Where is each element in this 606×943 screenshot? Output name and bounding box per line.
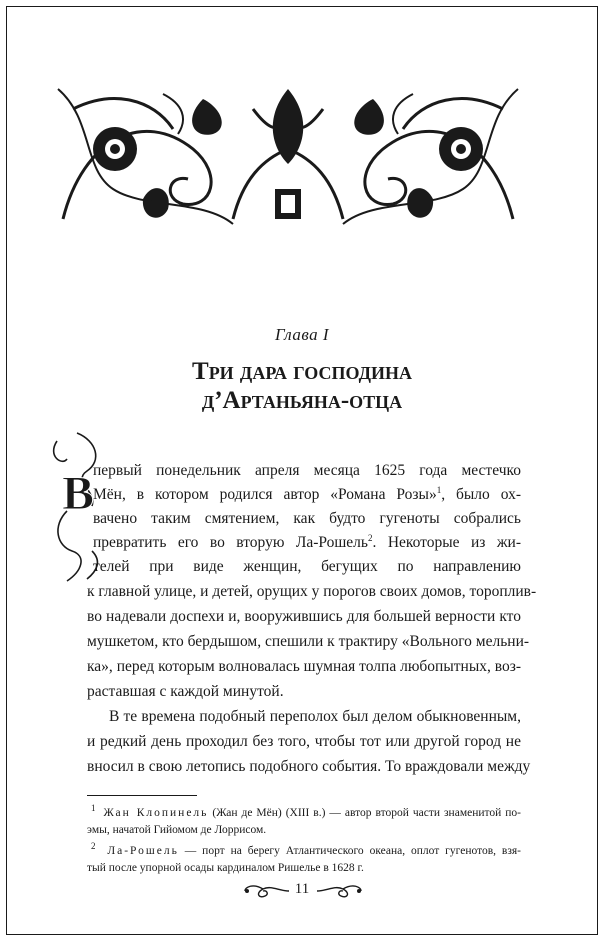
body-line-8: мушкетом, кто бердышом, спешили к трактиру «Вольного мельни- (87, 633, 530, 650)
body-line-3: вачено таким смятением, как будто гугеноты собрались (93, 510, 521, 527)
page-number-right-flourish-icon (315, 881, 365, 901)
body-line-5: телей при виде женщин, бегущих по направлению (93, 558, 521, 575)
body-line-9: ка», перед которым волновалась шумная толпа любопытных, воз- (87, 658, 521, 675)
book-page (6, 6, 598, 935)
page-number: 11 (294, 881, 310, 897)
body-line-12: и редкий день проходил без того, чтобы тот или другой город не (87, 733, 521, 750)
footnote-divider (87, 795, 197, 796)
footnote-2-line-1: $^2$ Ла-Рошель — порт на берегу Атлантического океана, оплот гугенотов, взя- (91, 841, 521, 857)
body-line-4: превратить его во вторую Ла-Рошель$^2$. Некоторые из жи- (93, 532, 522, 551)
body-line-6: к главной улице, и детей, орущих у порогов своих домов, тороплив- (87, 583, 537, 600)
headpiece-ornament (53, 79, 523, 231)
body-line-13: вносил в свою летопись подобного события. То враждовали между (87, 758, 531, 775)
footnote-1-line-1: $^1$ Жан Клопинель (Жан де Мён) (XIII в.) — автор второй части знаменитой по- (91, 803, 521, 819)
body-line-11: В те времена подобный переполох был делом обыкновенным, (109, 708, 521, 725)
chapter-label: Глава I (274, 325, 330, 344)
dropcap-letter: В (61, 467, 95, 520)
chapter-title-line-1: Три дара господина (192, 358, 412, 385)
body-line-1: первый понедельник апреля месяца 1625 года местечко (93, 462, 521, 479)
chapter-title (7, 357, 597, 415)
footnote-2-line-2: тый после упорной осады кардиналом Ришелье в 1628 г. (87, 862, 364, 874)
body-line-7: во надевали доспехи и, вооружившись для большей верности кто (87, 608, 521, 625)
body-line-2: Мён, в котором родился автор «Романа Розы»$^1$, было ох- (93, 484, 522, 503)
footnote-1-line-2: эмы, начатой Гийомом де Лоррисом. (87, 824, 267, 836)
body-line-10: раставшая с каждой минутой. (87, 683, 284, 700)
chapter-title-line-2: д’Артаньяна-отца (201, 387, 403, 414)
